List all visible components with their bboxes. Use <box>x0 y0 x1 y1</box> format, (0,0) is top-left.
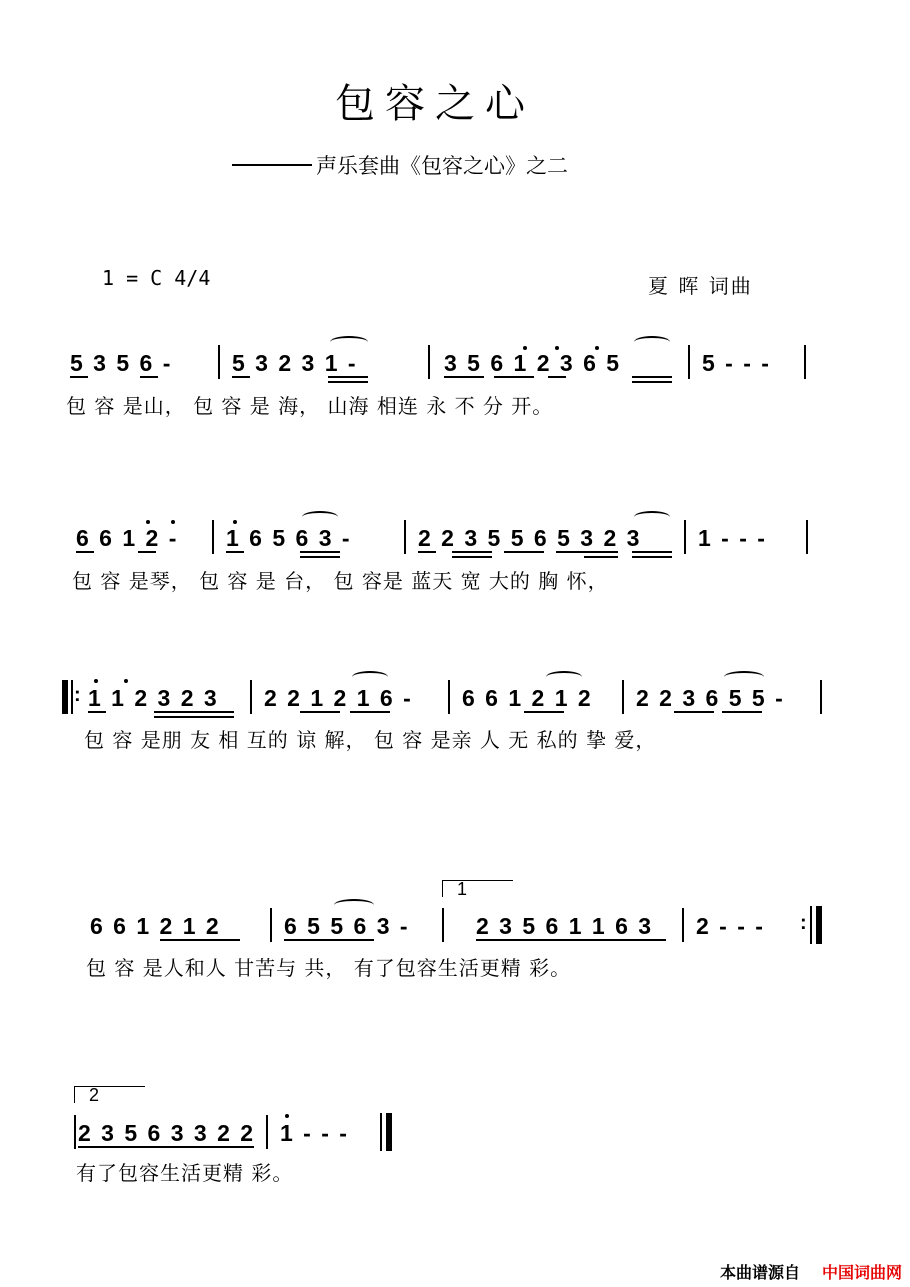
bar-line <box>250 680 252 714</box>
bar-line <box>820 680 822 714</box>
subtitle-dash <box>232 164 312 166</box>
bar-line <box>218 345 220 379</box>
bar-line <box>682 908 684 942</box>
underline <box>78 1146 254 1148</box>
high-dot <box>595 346 599 350</box>
bar-line <box>448 680 450 714</box>
underline <box>232 376 250 378</box>
slur <box>352 671 388 683</box>
underline <box>328 381 368 383</box>
bar-line <box>74 1115 76 1149</box>
subtitle-text: 声乐套曲《包容之心》之二 <box>316 154 568 178</box>
underline <box>154 711 234 713</box>
underline <box>722 711 762 713</box>
underline <box>300 711 340 713</box>
underline <box>524 711 564 713</box>
underline <box>494 376 534 378</box>
underline <box>632 551 672 553</box>
measure: 5 3 2 3 1 - <box>232 350 358 376</box>
lyrics-line: 包 容 是人和人 甘苦与 共， 有了包容生活更精 彩。 <box>86 956 572 980</box>
underline <box>284 939 374 941</box>
high-dot <box>285 1114 289 1118</box>
slur <box>634 336 670 348</box>
underline <box>548 376 566 378</box>
underline <box>154 716 234 718</box>
bar-line <box>266 1115 268 1149</box>
high-dot <box>171 520 175 524</box>
underline <box>300 556 340 558</box>
high-dot <box>555 346 559 350</box>
volta-bracket-1: 1 <box>442 880 513 897</box>
underline <box>476 939 666 941</box>
slur <box>634 511 670 523</box>
subtitle <box>232 150 568 180</box>
measure: 2 2 3 6 5 5 - <box>636 685 785 711</box>
high-dot <box>523 346 527 350</box>
underline <box>452 556 492 558</box>
lyrics-line: 包 容 是琴， 包 容 是 台， 包 容是 蓝天 宽 大的 胸 怀， <box>72 569 609 593</box>
underline <box>88 711 106 713</box>
measure: 2 3 5 6 1 1 6 3 <box>476 913 654 939</box>
underline <box>328 376 368 378</box>
underline <box>584 556 618 558</box>
high-dot <box>146 520 150 524</box>
repeat-end-thick-bar <box>816 906 822 944</box>
lyrics-line: 包 容 是朋 友 相 互的 谅 解， 包 容 是亲 人 无 私的 挚 爱， <box>84 728 657 752</box>
final-thick-bar <box>386 1113 392 1151</box>
bar-line <box>428 345 430 379</box>
measure: 5 - - - <box>702 350 771 376</box>
repeat-end-thin-bar <box>810 906 812 944</box>
underline <box>418 551 436 553</box>
underline <box>504 551 544 553</box>
bar-line <box>684 520 686 554</box>
measure: 1 - - - <box>280 1120 349 1146</box>
bar-line <box>212 520 214 554</box>
final-thin-bar <box>380 1113 382 1151</box>
underline <box>452 551 492 553</box>
underline <box>674 711 714 713</box>
measure: 2 2 3 5 5 6 5 3 2 3 <box>418 525 642 551</box>
repeat-dots: : <box>74 684 81 706</box>
underline <box>140 376 158 378</box>
measure: 1 1 2 3 2 3 <box>88 685 219 711</box>
underline <box>160 939 240 941</box>
source-label: 本曲谱源自 <box>719 1265 800 1282</box>
bar-line <box>806 520 808 554</box>
underline <box>350 711 390 713</box>
underline <box>138 551 156 553</box>
underline <box>632 376 672 378</box>
measure: 6 6 1 2 - <box>76 525 179 551</box>
slur <box>302 511 338 523</box>
slur <box>546 671 582 683</box>
underline <box>556 551 618 553</box>
measure: 3 5 6 1 2 3 6 5 <box>444 350 622 376</box>
bar-line <box>622 680 624 714</box>
song-title: 包容之心 <box>335 81 535 127</box>
slur <box>334 899 374 911</box>
bar-line <box>804 345 806 379</box>
lyrics-line: 有了包容生活更精 彩。 <box>76 1161 294 1185</box>
measure: 2 - - - <box>696 913 765 939</box>
underline <box>632 381 672 383</box>
bar-line <box>404 520 406 554</box>
measure: 1 - - - <box>698 525 767 551</box>
underline <box>444 376 484 378</box>
bar-line <box>442 908 444 942</box>
high-dot <box>233 520 237 524</box>
lyrics-line: 包 容 是山， 包 容 是 海， 山海 相连 永 不 分 开。 <box>66 394 554 418</box>
repeat-dots: : <box>800 912 807 934</box>
high-dot <box>124 679 128 683</box>
underline <box>70 376 88 378</box>
source-watermark <box>720 1260 902 1283</box>
site-name: 中国词曲网 <box>821 1265 902 1282</box>
bar-line <box>270 908 272 942</box>
measure: 6 6 1 2 1 2 <box>90 913 221 939</box>
repeat-start-thick-bar <box>62 680 68 714</box>
slur <box>330 336 368 348</box>
author-credit: 夏 晖 词曲 <box>648 274 753 298</box>
bar-line <box>688 345 690 379</box>
measure: 1 6 5 6 3 - <box>226 525 352 551</box>
measure: 5 3 5 6 - <box>70 350 173 376</box>
volta-bracket-2: 2 <box>74 1086 145 1103</box>
measure: 6 6 1 2 1 2 <box>462 685 593 711</box>
underline <box>632 556 672 558</box>
underline <box>76 551 94 553</box>
slur <box>724 671 764 683</box>
measure: 6 5 5 6 3 - <box>284 913 410 939</box>
underline <box>226 551 244 553</box>
measure: 2 3 5 6 3 3 2 2 <box>78 1120 256 1146</box>
measure: 2 2 1 2 1 6 - <box>264 685 413 711</box>
high-dot <box>94 679 98 683</box>
underline <box>300 551 340 553</box>
repeat-start-thin-bar <box>71 680 73 714</box>
key-signature: 1 = C 4/4 <box>102 266 211 290</box>
